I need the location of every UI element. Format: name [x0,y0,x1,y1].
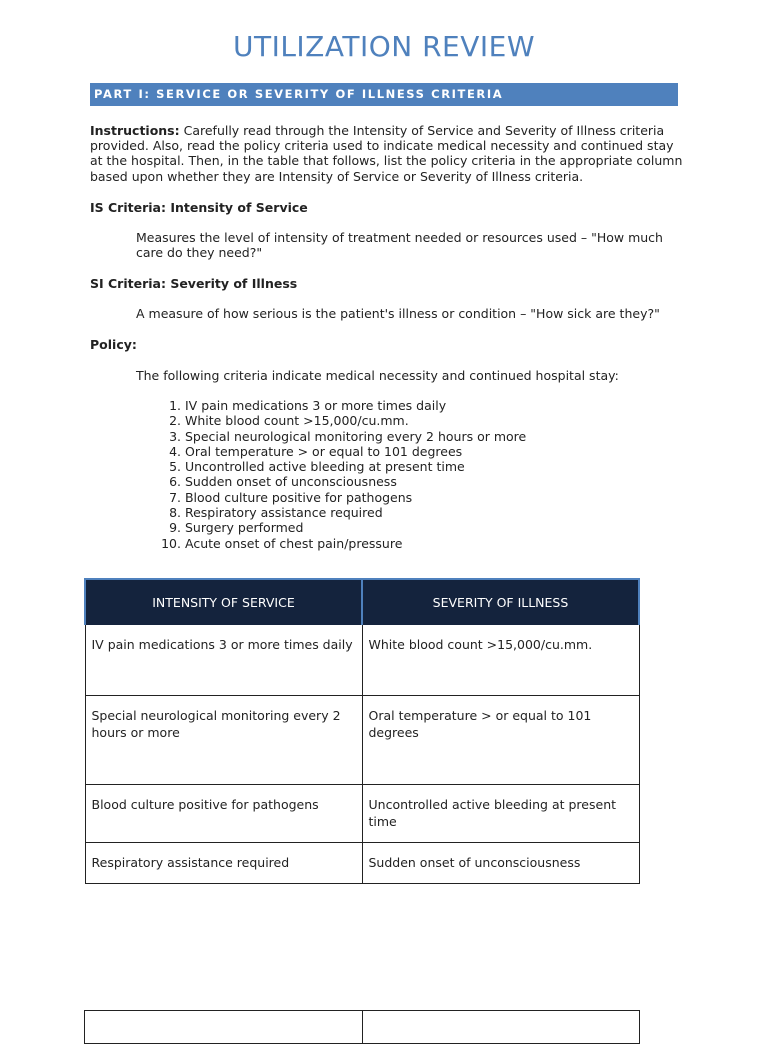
severity-of-illness-header: SEVERITY OF ILLNESS [362,579,639,625]
list-item-text: Respiratory assistance required [184,505,383,521]
list-item-number: 2. [169,413,181,429]
policy-heading: Policy: [90,337,137,352]
table-row [85,625,639,696]
list-item [136,398,526,413]
table-cell[interactable]: Sudden onset of unconsciousness [362,843,639,884]
si-criteria-heading: SI Criteria: Severity of Illness [90,276,298,291]
list-item [136,459,526,474]
is-criteria-heading: IS Criteria: Intensity of Service [90,200,308,215]
table-header-row [85,579,639,625]
list-item-number: 6. [169,474,181,490]
list-item [136,520,526,535]
list-item-number: 1. [169,398,181,413]
next-page-table [84,1010,640,1044]
list-item-text: Sudden onset of unconsciousness [184,474,397,490]
list-item [136,444,526,459]
list-item [136,413,526,428]
table-cell[interactable]: Special neurological monitoring every 2 hours or more [85,696,362,785]
instructions-paragraph [90,123,690,184]
intensity-of-service-header: INTENSITY OF SERVICE [85,579,362,625]
table-cell[interactable]: Uncontrolled active bleeding at present time [362,785,639,843]
table-cell[interactable]: White blood count >15,000/cu.mm. [362,625,639,696]
list-item-text: Blood culture positive for pathogens [184,489,413,505]
list-item-text: Acute onset of chest pain/pressure [184,535,403,551]
table-cell[interactable] [85,1011,363,1044]
list-item-text: IV pain medications 3 or more times daily [184,398,447,413]
page-title: UTILIZATION REVIEW [232,30,536,63]
table-cell[interactable]: Blood culture positive for pathogens [85,785,362,843]
list-item-text: Surgery performed [184,520,304,536]
list-item-text: White blood count >15,000/cu.mm. [184,413,409,429]
list-item-text: Oral temperature > or equal to 101 degrees [184,443,463,459]
table-row [85,696,639,785]
list-item-number: 10. [161,535,181,551]
list-item [136,490,526,505]
table-row [85,1011,640,1044]
part-heading: PART I: SERVICE OR SEVERITY OF ILLNESS CRITERIA [90,83,678,106]
list-item [136,474,526,489]
list-item-number: 7. [169,489,181,505]
list-item-number: 5. [169,459,181,475]
si-criteria-description: A measure of how serious is the patient's illness or condition – "How sick are they?" [136,306,660,321]
policy-criteria-list [136,398,526,551]
list-item-number: 8. [169,505,181,521]
table-cell[interactable]: IV pain medications 3 or more times daily [85,625,362,696]
table-cell[interactable]: Oral temperature > or equal to 101 degrees [362,696,639,785]
list-item-number: 3. [169,428,181,444]
table-row [85,785,639,843]
instructions-text: Carefully read through the Intensity of Service and Severity of Illness criteria provided. Also, read the policy criteria used to indicate medical necessity and continued stay at the hospital. Then, in the table that follows, list the policy criteria in the appropriate column based upon whether they are Intensity of Service or Severity of Illness criteria. [90,123,683,184]
list-item [136,429,526,444]
table-cell[interactable]: Respiratory assistance required [85,843,362,884]
criteria-table [84,578,640,884]
list-item [136,536,526,551]
list-item [136,505,526,520]
instructions-label: Instructions: [90,123,180,138]
table-row [85,843,639,884]
table-cell[interactable] [362,1011,640,1044]
list-item-text: Special neurological monitoring every 2 hours or more [184,428,527,444]
list-item-text: Uncontrolled active bleeding at present time [184,459,465,475]
list-item-number: 9. [169,520,181,536]
list-item-number: 4. [169,443,181,459]
policy-intro: The following criteria indicate medical necessity and continued hospital stay: [136,368,619,383]
is-criteria-description: Measures the level of intensity of treatment needed or resources used – "How much care do they need?" [136,230,663,261]
